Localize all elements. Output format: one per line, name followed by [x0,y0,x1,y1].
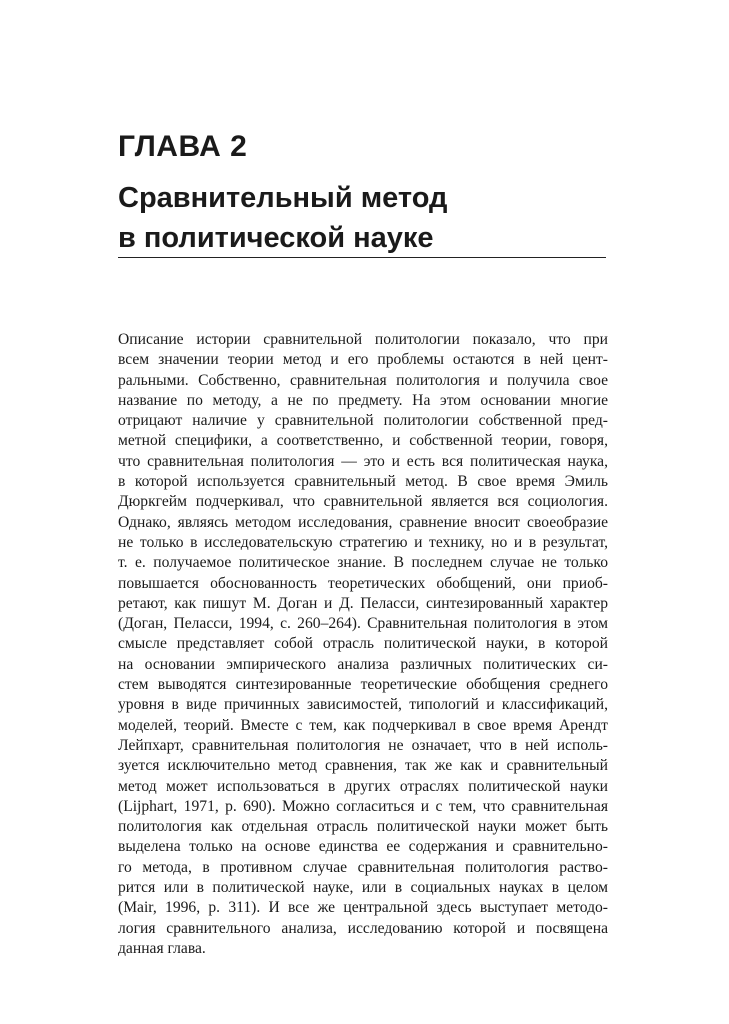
text-line: т. е. получаемое политическое знание. В последнем случае не только [118,554,608,572]
text-line: политология как отдельная отрасль политической науки может быть [118,818,608,836]
text-line: метод может использоваться в других отраслях политической науки [118,777,608,795]
text-line: всем значении теории метод и его проблемы остаются в ней цент- [118,351,608,369]
text-line: (Lijphart, 1971, p. 690). Можно согласиться и с тем, что сравнительная [118,797,608,815]
text-line: (Mair, 1996, p. 311). И все же центральной здесь выступает методо- [118,899,608,917]
text-line: рится или в политической науке, или в социальных науках в целом [118,879,608,897]
text-line: отрицают наличие у сравнительной политологии собственной пред- [118,412,608,430]
text-line: выделена только на основе единства ее содержания и сравнительно- [118,838,608,856]
text-line: ральными. Собственно, сравнительная политология и получила свое [118,371,608,389]
text-line: (Доган, Пеласси, 1994, с. 260–264). Сравнительная политология в этом [118,615,608,633]
text-line: уровня в виде причинных зависимостей, типологий и классификаций, [118,696,608,714]
text-line: повышается обоснованность теоретических обобщений, они приоб- [118,574,608,592]
text-line: не только в исследовательскую стратегию и технику, но и в результат, [118,533,608,551]
text-line: название по методу, а не по предмету. На этом основании многие [118,391,608,409]
text-line: что сравнительная политология — это и есть вся политическая наука, [118,452,608,470]
text-line: ретают, как пишут М. Доган и Д. Пеласси, синтезированный характер [118,594,608,612]
text-line: Описание истории сравнительной политологии показало, что при [118,331,608,348]
text-line: зуется исключительно метод сравнения, так же как и сравнительный [118,757,608,775]
text-line: данная глава. [118,939,206,957]
body-paragraph [118,330,608,959]
text-line: в которой используется сравнительный метод. В свое время Эмиль [118,473,608,491]
text-line: Однако, являясь методом исследования, сравнение вносит своеобразие [118,513,608,531]
chapter-title-line-1: Сравнительный метод [118,182,448,214]
chapter-title-line-2: в политической науке [118,222,434,254]
text-line: смысле представляет собой отрасль политической науки, в которой [118,635,608,653]
text-line: стем выводятся синтезированные теоретические обобщения среднего [118,676,608,694]
text-line: логия сравнительного анализа, исследованию которой и посвящена [118,919,608,937]
text-line: Дюркгейм подчеркивал, что сравнительной является вся социология. [118,493,608,511]
text-line: метной специфики, а соответственно, и собственной теории, говоря, [118,432,608,450]
chapter-title [118,178,447,258]
title-divider [118,257,606,258]
text-line: го метода, в противном случае сравнительная политология раство- [118,858,608,876]
text-line: на основании эмпирического анализа различных политических си- [118,655,608,673]
text-line: моделей, теорий. Вместе с тем, как подчеркивал в свое время Арендт [118,716,608,734]
chapter-label: ГЛАВА 2 [118,130,248,163]
text-line: Лейпхарт, сравнительная политология не означает, что в ней исполь- [118,736,608,754]
